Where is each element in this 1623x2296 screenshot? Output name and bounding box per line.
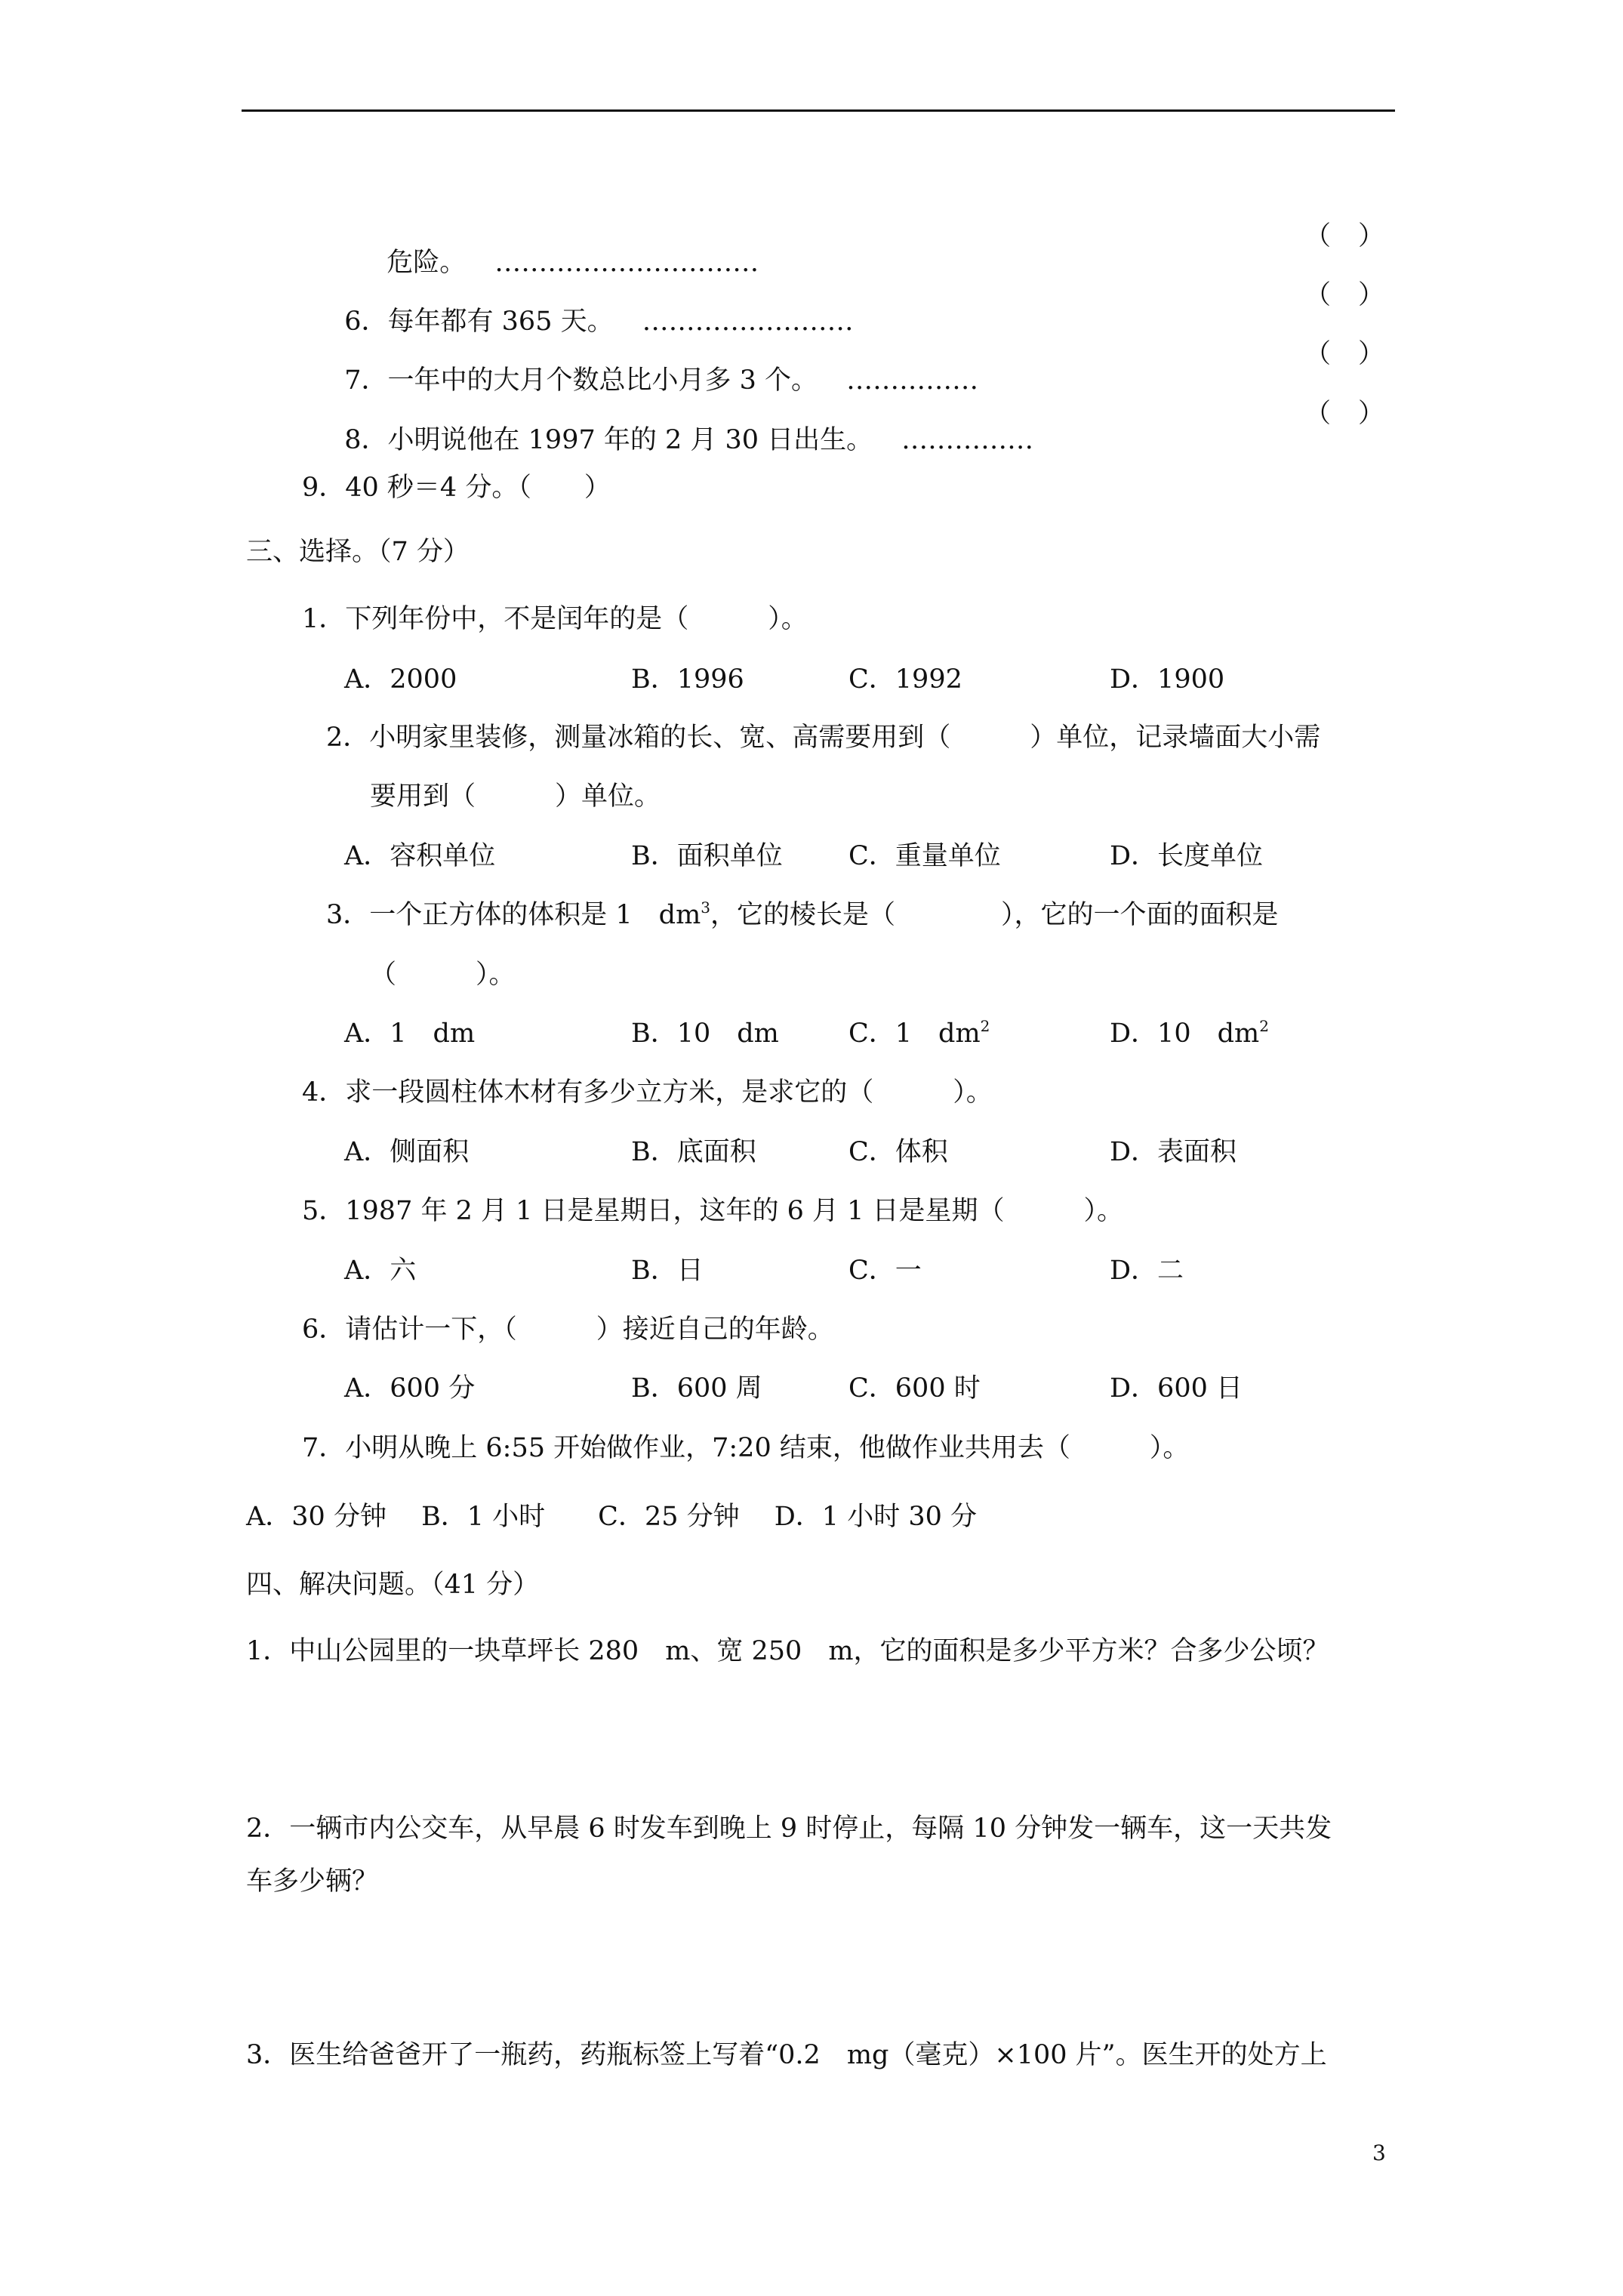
- leader-dots: ……………………: [642, 307, 854, 337]
- judge-item-text: 7．一年中的大月个数总比小月多 3 个。: [344, 365, 818, 396]
- choice-q3-option-c[interactable]: C．1 $dm^2$: [848, 1017, 990, 1049]
- choice-q4-option-b[interactable]: B．底面积: [631, 1137, 756, 1167]
- choice-q3-option-b[interactable]: B．10 dm: [631, 1019, 779, 1049]
- choice-q6-stem: 6．请估计一下，（ ）接近自己的年龄。: [302, 1314, 834, 1345]
- choice-q5-option-a[interactable]: A．六: [344, 1256, 417, 1286]
- judge-item-5-tail: [370, 223, 759, 276]
- choice-q2-stem: 2．小明家里装修，测量冰箱的长、宽、高需要用到（ ）单位，记录墙面大小需: [326, 723, 1321, 753]
- answer-parens[interactable]: （ ）: [1304, 339, 1384, 369]
- choice-q7-options[interactable]: A．30 分钟 B．1 小时 C．25 分钟 D．1 小时 30 分: [246, 1502, 977, 1532]
- choice-q4-option-a[interactable]: A．侧面积: [344, 1137, 470, 1167]
- choice-q1-option-c[interactable]: C．1992: [848, 664, 962, 695]
- header-rule: [242, 109, 1395, 112]
- section-3-title: 三、选择。（7 分）: [246, 537, 470, 567]
- leader-dots: …………………………: [494, 248, 759, 278]
- choice-q3-option-d[interactable]: D．10 $dm^2$: [1110, 1017, 1269, 1049]
- section-4-title: 四、解决问题。（41 分）: [246, 1570, 540, 1600]
- choice-q2-option-b[interactable]: B．面积单位: [631, 841, 783, 871]
- judge-item-text: 危险。: [387, 248, 467, 278]
- choice-q2-stem-cont: 要用到（ ）单位。: [370, 781, 661, 812]
- judge-item-6: [328, 282, 854, 335]
- choice-q3-stem-cont: （ ）。: [370, 960, 516, 990]
- leader-dots: ……………: [901, 425, 1034, 455]
- choice-q5-option-c[interactable]: C．一: [848, 1256, 922, 1286]
- choice-q4-option-d[interactable]: D．表面积: [1110, 1137, 1237, 1167]
- choice-q5-option-b[interactable]: B．日: [631, 1256, 704, 1286]
- choice-q2-option-a[interactable]: A．容积单位: [344, 841, 496, 871]
- judge-item-text: 8．小明说他在 1997 年的 2 月 30 日出生。: [344, 425, 873, 455]
- problem-2-cont: 车多少辆？: [246, 1866, 379, 1897]
- choice-q6-option-a[interactable]: A．600 分: [344, 1373, 476, 1404]
- choice-q4-option-c[interactable]: C．体积: [848, 1137, 948, 1167]
- choice-q5-option-d[interactable]: D．二: [1110, 1256, 1184, 1286]
- answer-parens[interactable]: （ ）: [1304, 399, 1384, 429]
- choice-q6-option-d[interactable]: D．600 日: [1110, 1373, 1243, 1404]
- choice-q6-option-c[interactable]: C．600 时: [848, 1373, 981, 1404]
- choice-q5-stem: 5．1987 年 2 月 1 日是星期日，这年的 6 月 1 日是星期（ ）。: [302, 1196, 1124, 1226]
- choice-q6-option-b[interactable]: B．600 周: [631, 1373, 762, 1404]
- page-number: 3: [1372, 2140, 1386, 2165]
- choice-q4-stem: 4．求一段圆柱体木材有多少立方米，是求它的（ ）。: [302, 1077, 993, 1108]
- choice-q3-option-a[interactable]: A．1 dm: [344, 1019, 476, 1049]
- choice-q1-option-d[interactable]: D．1900: [1110, 664, 1225, 695]
- choice-q2-option-c[interactable]: C．重量单位: [848, 841, 1001, 871]
- choice-q1-stem: 1．下列年份中，不是闰年的是（ ）。: [302, 604, 808, 634]
- problem-2: 2．一辆市内公交车，从早晨 6 时发车到晚上 9 时停止，每隔 10 分钟发一辆车，这一天共发: [246, 1814, 1332, 1844]
- choice-q3-stem: 3．一个正方体的体积是 1 $dm^3$，它的棱长是（ ），它的一个面的面积是: [326, 898, 1279, 930]
- judge-item-9: 9．40 秒＝4 分。（ ）: [302, 473, 611, 503]
- choice-q7-stem: 7．小明从晚上 6:55 开始做作业，7:20 结束，他做作业共用去（ ）。: [302, 1433, 1190, 1463]
- choice-q1-option-b[interactable]: B．1996: [631, 664, 744, 695]
- problem-3: 3．医生给爸爸开了一瓶药，药瓶标签上写着“0.2 mg（毫克）×100 片”。医生开的处方上: [246, 2040, 1327, 2070]
- choice-q2-option-d[interactable]: D．长度单位: [1110, 841, 1264, 871]
- answer-parens[interactable]: （ ）: [1304, 221, 1384, 251]
- problem-1: 1．中山公园里的一块草坪长 280 m、宽 250 m，它的面积是多少平方米？合多少公顷？: [246, 1636, 1329, 1666]
- judge-item-8: [328, 401, 1033, 454]
- judge-item-text: 6．每年都有 365 天。: [344, 307, 614, 337]
- judge-item-7: [328, 341, 978, 394]
- leader-dots: ……………: [846, 365, 979, 396]
- answer-parens[interactable]: （ ）: [1304, 280, 1384, 310]
- choice-q1-option-a[interactable]: A．2000: [344, 664, 457, 695]
